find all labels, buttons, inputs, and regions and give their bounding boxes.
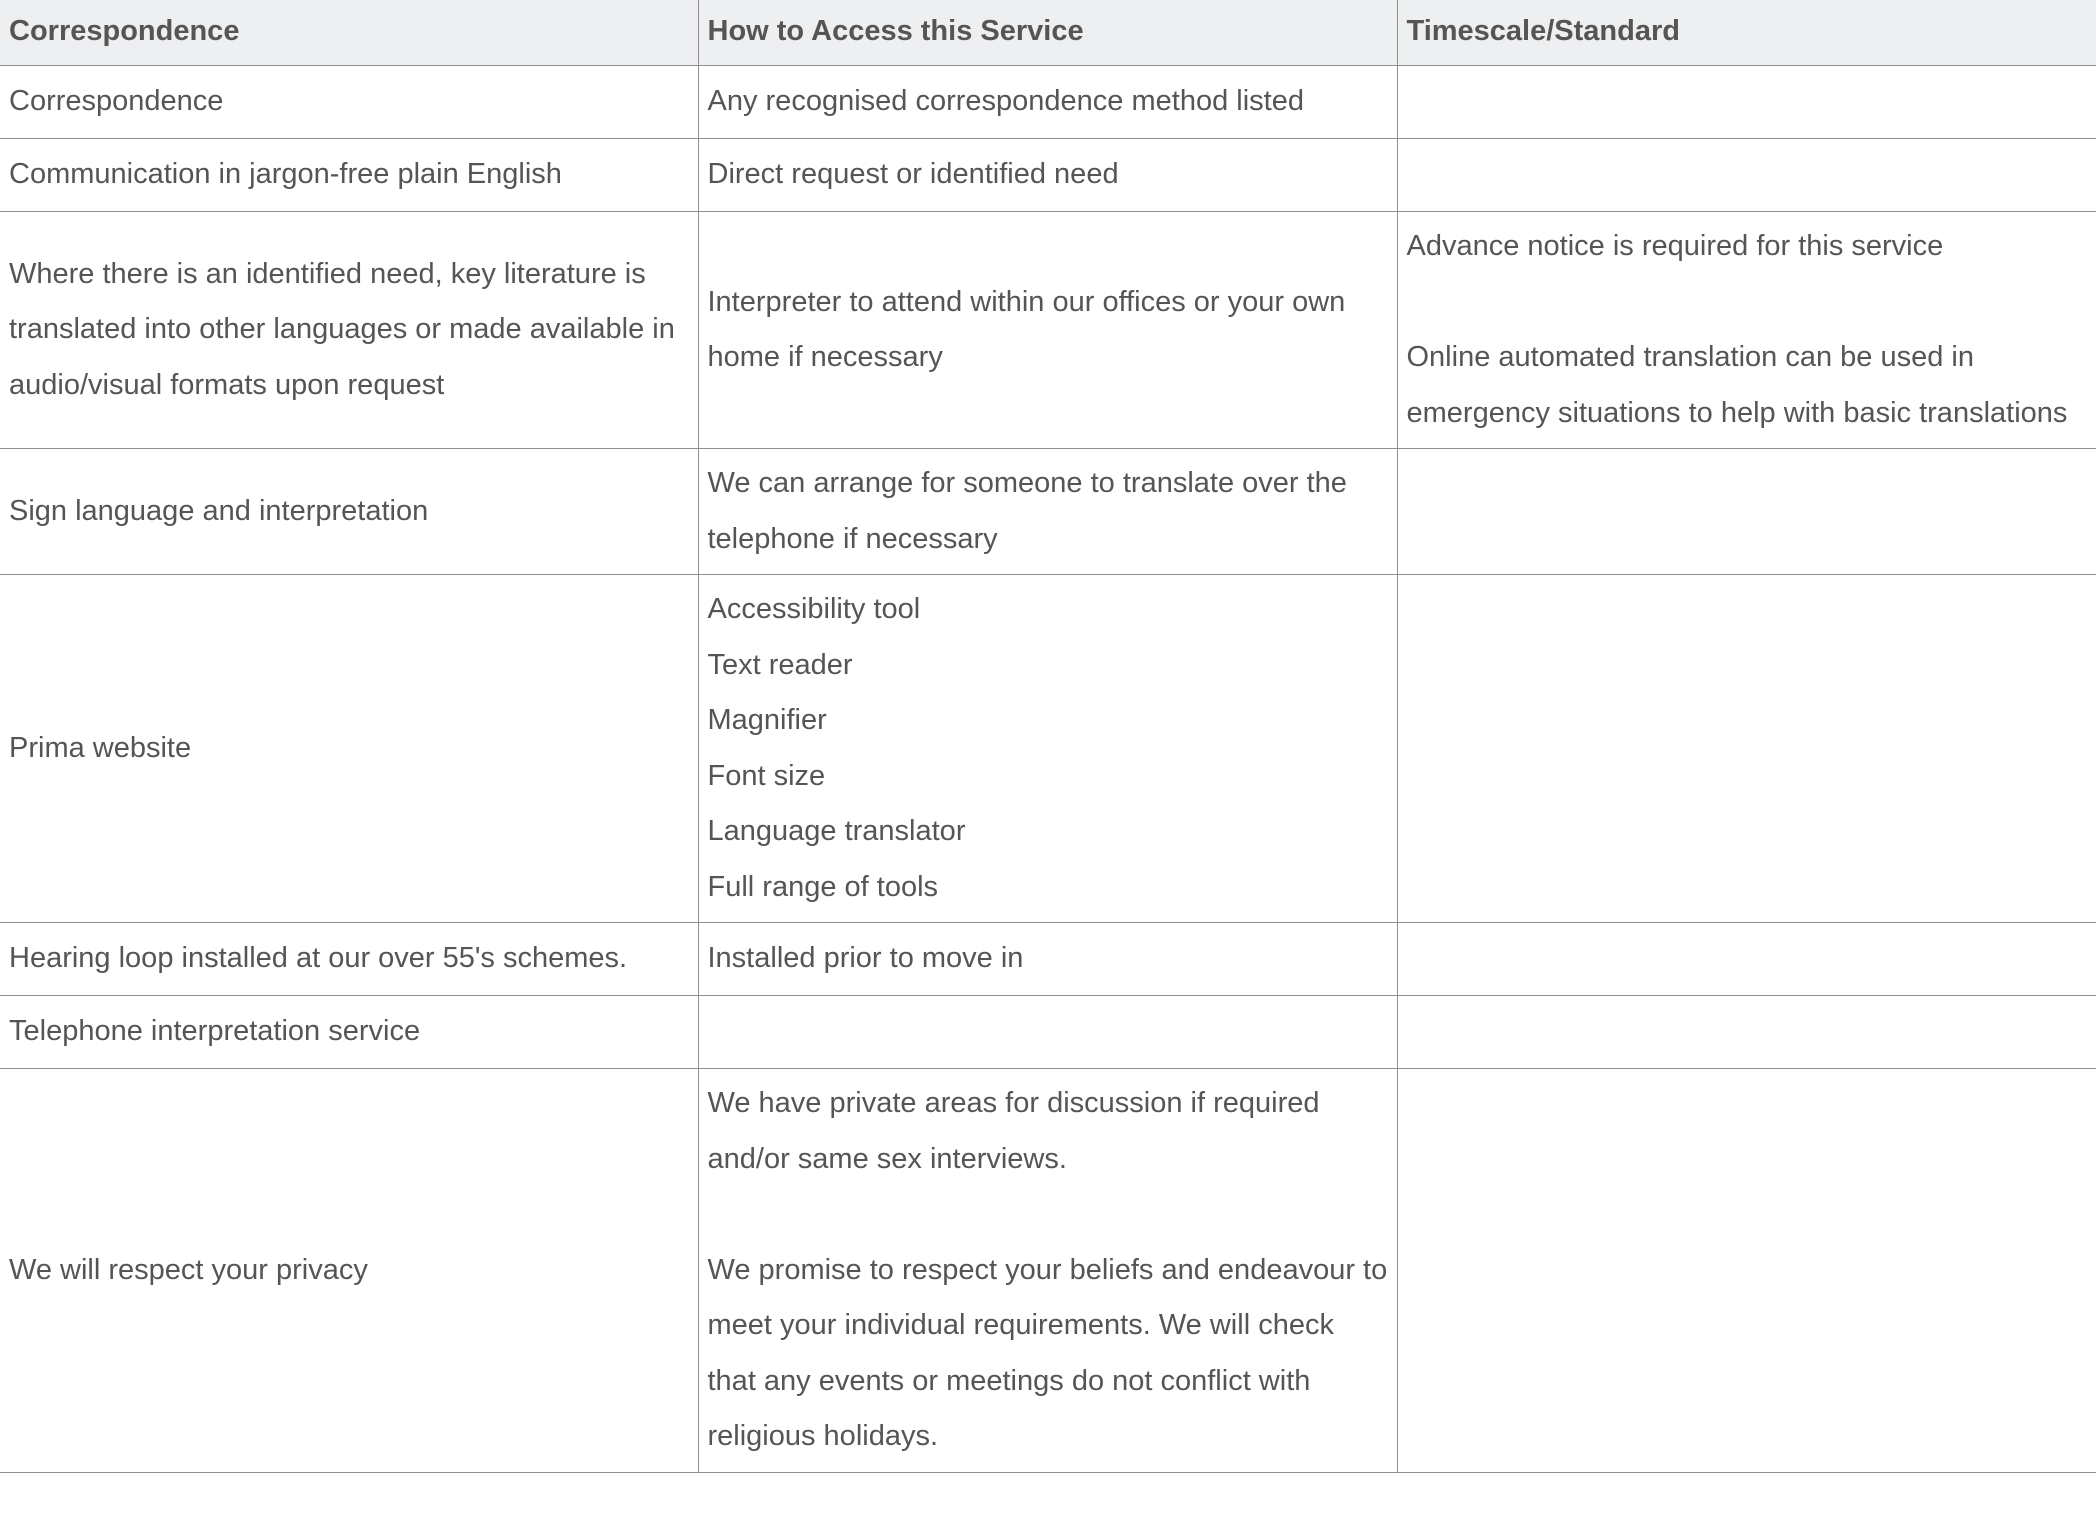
timescale-cell	[1397, 575, 2096, 923]
timescale-cell	[1397, 1069, 2096, 1473]
service-cell: Sign language and interpretation	[0, 449, 698, 575]
table-row	[0, 66, 2096, 139]
access-list-item: Text reader	[707, 648, 853, 681]
service-cell: Telephone interpretation service	[0, 996, 698, 1069]
timescale-cell	[1397, 139, 2096, 212]
access-cell: Direct request or identified need	[698, 139, 1397, 212]
table-row	[0, 575, 2096, 923]
service-cell: We will respect your privacy	[0, 1069, 698, 1473]
service-cell: Prima website	[0, 575, 698, 923]
table-row	[0, 212, 2096, 449]
header-how-to-access: How to Access this Service	[698, 0, 1397, 66]
access-cell	[698, 996, 1397, 1069]
timescale-cell	[1397, 923, 2096, 996]
timescale-note: Online automated translation can be used in emergency situations to help with basic translations	[1406, 341, 2068, 429]
access-cell: Interpreter to attend within our offices or your own home if necessary	[698, 212, 1397, 449]
timescale-cell	[1397, 212, 2096, 449]
timescale-cell	[1397, 996, 2096, 1069]
service-cell: Hearing loop installed at our over 55's schemes.	[0, 923, 698, 996]
timescale-note: Advance notice is required for this service	[1406, 230, 1944, 262]
table-row	[0, 1069, 2096, 1473]
table-header-row	[0, 0, 2096, 66]
service-cell: Communication in jargon-free plain English	[0, 139, 698, 212]
table-row	[0, 139, 2096, 212]
table-row	[0, 923, 2096, 996]
timescale-cell	[1397, 449, 2096, 575]
service-cell: Correspondence	[0, 66, 698, 139]
paragraph-gap	[1407, 275, 2089, 331]
access-cell: We can arrange for someone to translate over the telephone if necessary	[698, 449, 1397, 575]
access-paragraph: We promise to respect your beliefs and endeavour to meet your individual requirements. We will check that any events or meetings do not conflict with religious holidays.	[707, 1253, 1388, 1452]
header-timescale-standard: Timescale/Standard	[1397, 0, 2096, 66]
access-paragraph: We have private areas for discussion if required and/or same sex interviews.	[707, 1087, 1320, 1175]
paragraph-gap	[708, 1187, 1389, 1243]
table-row	[0, 996, 2096, 1069]
service-cell: Where there is an identified need, key literature is translated into other languages or made available in audio/visual formats upon request	[0, 212, 698, 449]
access-list-item: Language translator	[707, 815, 966, 847]
access-cell: Installed prior to move in	[698, 923, 1397, 996]
access-list-item: Font size	[707, 759, 826, 792]
access-list-item: Full range of tools	[707, 870, 939, 903]
access-list-item: Accessibility tool	[707, 593, 921, 625]
access-cell: Any recognised correspondence method listed	[698, 66, 1397, 139]
access-cell	[698, 575, 1397, 923]
access-cell	[698, 1069, 1397, 1473]
table-row	[0, 449, 2096, 575]
access-list-item: Magnifier	[707, 704, 827, 736]
header-correspondence: Correspondence	[0, 0, 698, 66]
timescale-cell	[1397, 66, 2096, 139]
